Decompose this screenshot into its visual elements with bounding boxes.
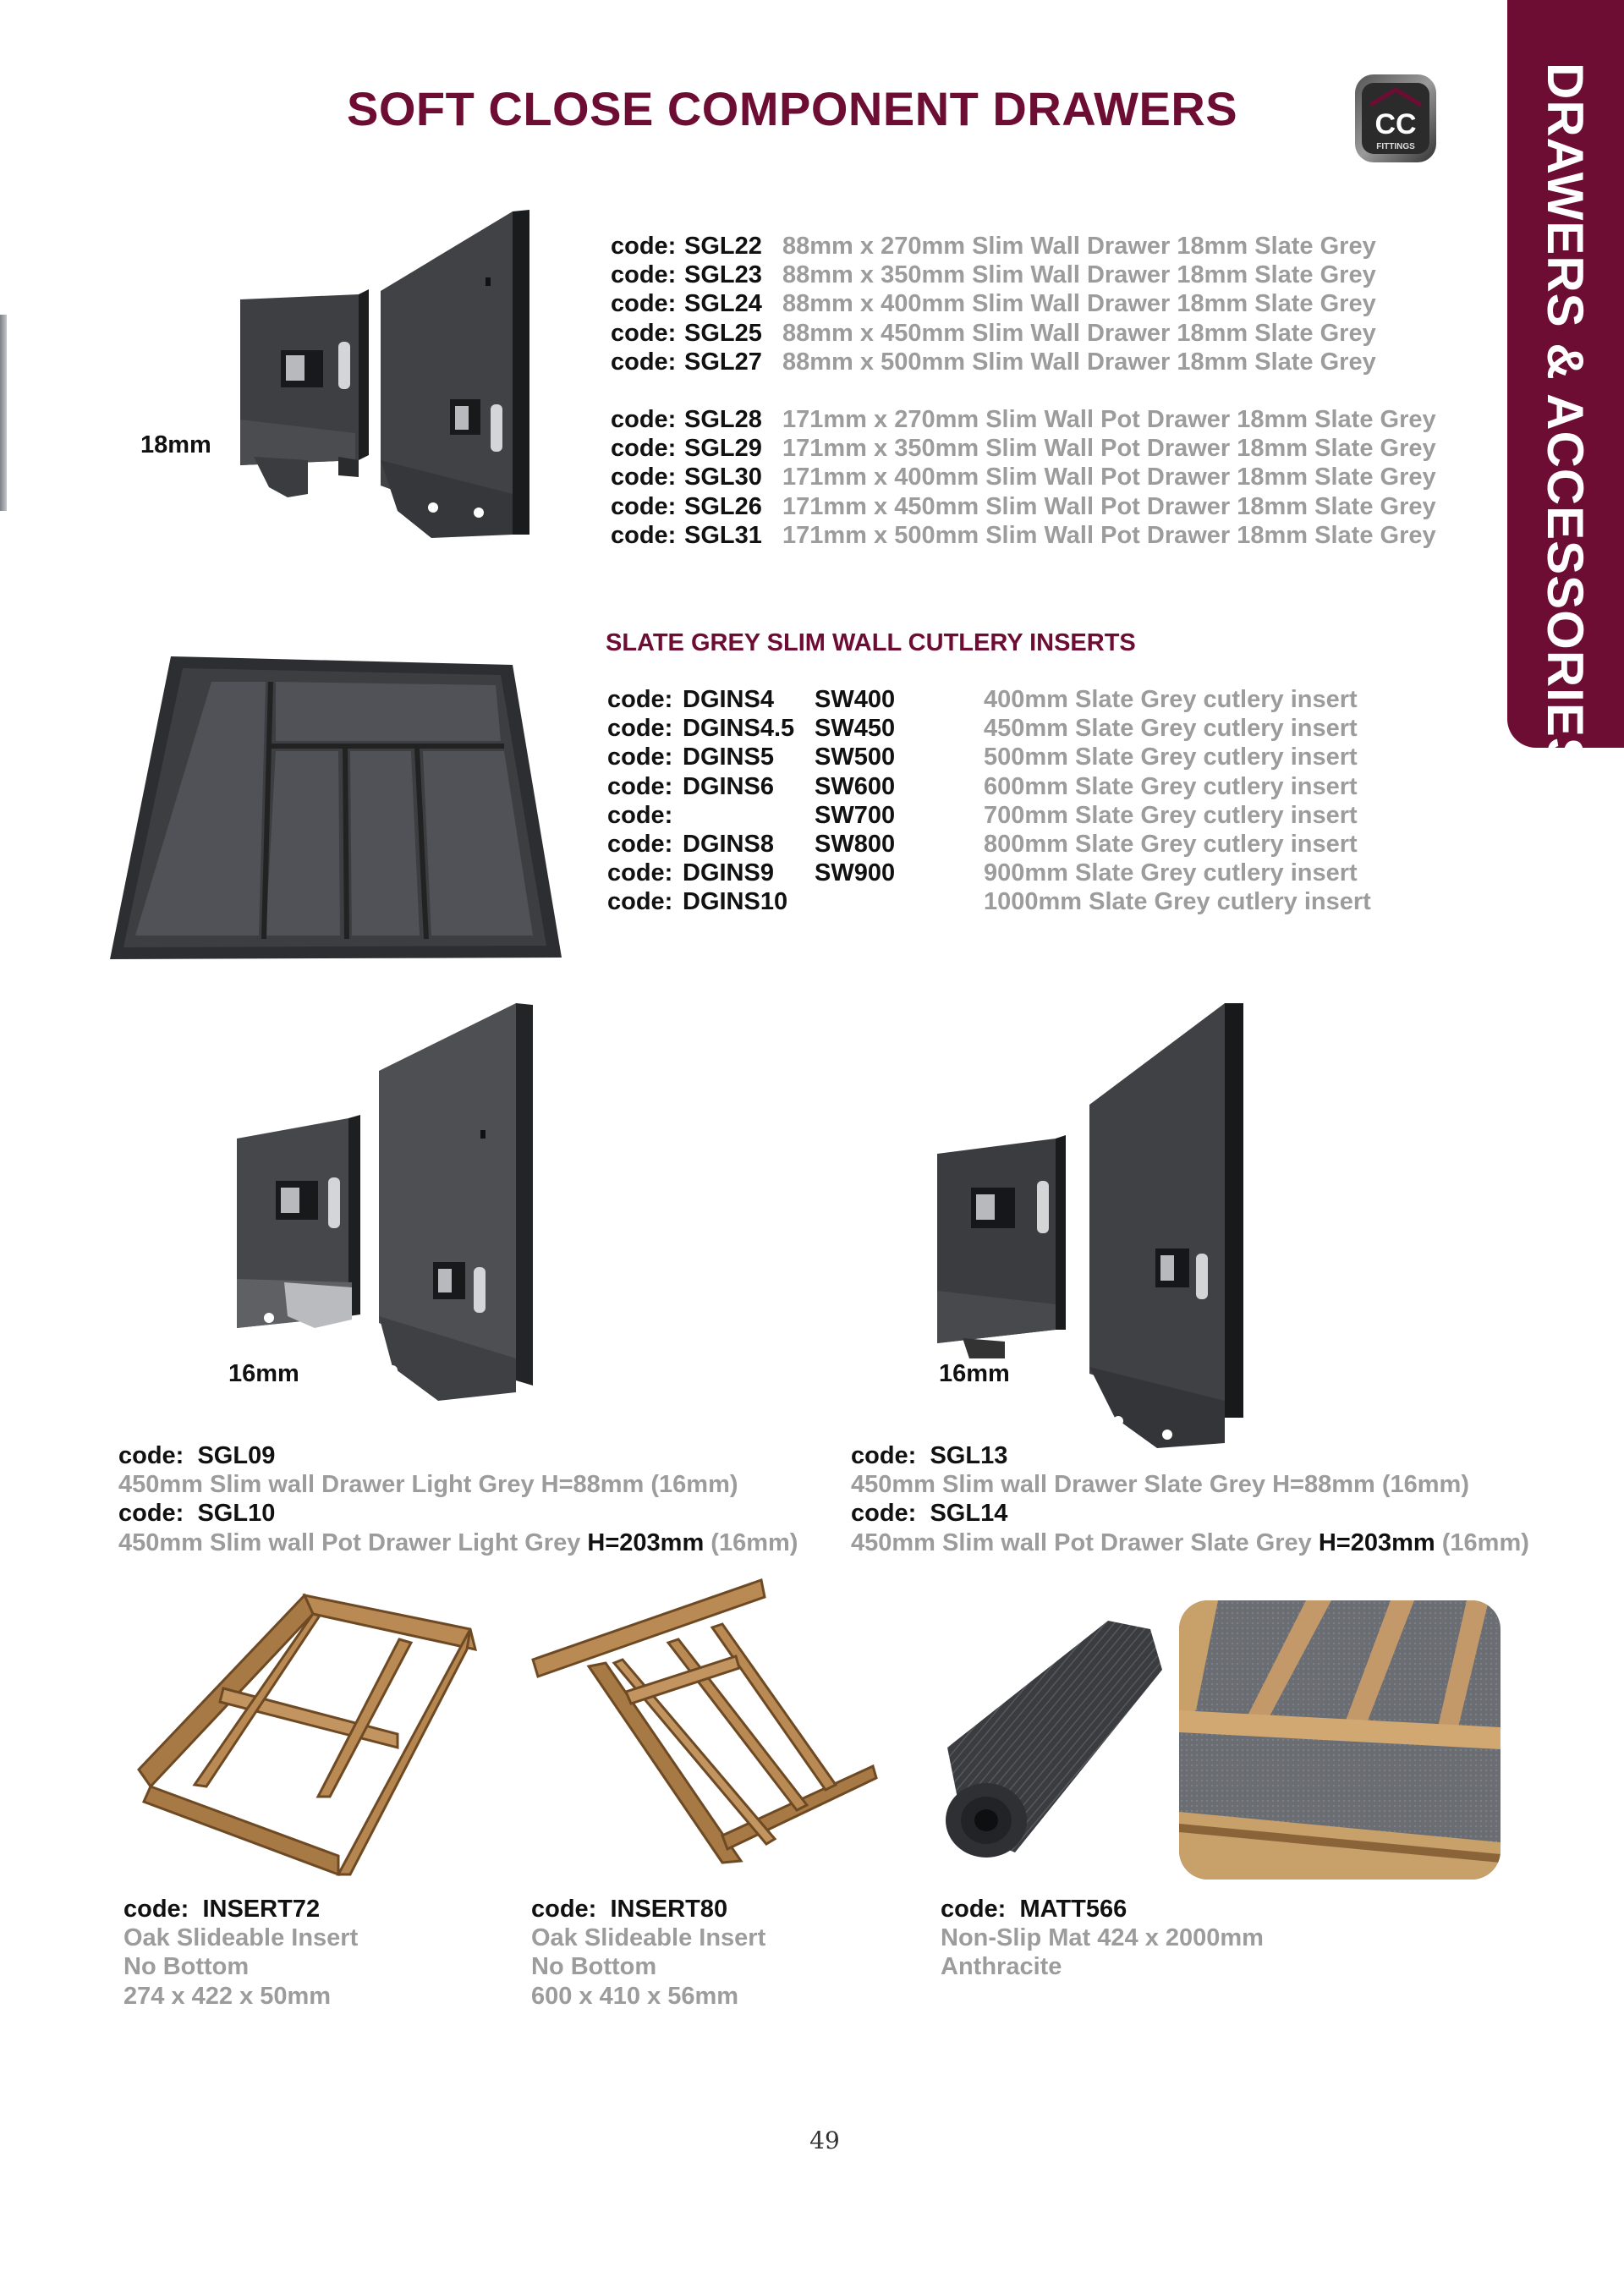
code-row: code: DGINS10 1000mm Slate Grey cutlery insert — [607, 888, 1371, 916]
cropped-image-edge — [0, 315, 7, 511]
code-row: code: SGL30 171mm x 400mm Slim Wall Pot Drawer 18mm Slate Grey — [611, 464, 1436, 491]
svg-text:FITTINGS: FITTINGS — [1376, 142, 1415, 151]
non-slip-mat-roll-image — [939, 1621, 1167, 1870]
size-label-16mm-light: 16mm — [228, 1360, 299, 1387]
cutlery-insert-codes — [607, 685, 1371, 917]
size-label-16mm-slate: 16mm — [939, 1360, 1010, 1387]
code-row: code: SGL23 88mm x 350mm Slim Wall Drawer 18mm Slate Grey — [611, 261, 1376, 289]
page-number: 49 — [809, 2127, 840, 2154]
code-row: code: SGL31 171mm x 500mm Slim Wall Pot Drawer 18mm Slate Grey — [611, 521, 1436, 549]
code-value: SGL09 — [197, 1442, 276, 1469]
code-row: code: SGL22 88mm x 270mm Slim Wall Drawer 18mm Slate Grey — [611, 233, 1376, 260]
oak-insert-72-image — [139, 1590, 477, 1891]
code-row: code: DGINS5 SW500 500mm Slate Grey cutlery insert — [607, 744, 1358, 771]
code-prefix: code: — [851, 1442, 917, 1469]
size-label-18mm: 18mm — [140, 431, 211, 458]
cutlery-inserts-heading: SLATE GREY SLIM WALL CUTLERY INSERTS — [606, 629, 1136, 656]
side-tab-label: DRAWERS & ACCESSORIES — [1537, 63, 1594, 772]
code-row: code: DGINS8 SW800 800mm Slate Grey cutlery insert — [607, 831, 1358, 859]
slim-wall-drawer-codes — [611, 232, 1436, 550]
code-row: code: SGL25 88mm x 450mm Slim Wall Drawer 18mm Slate Grey — [611, 319, 1376, 347]
code-row: code: SGL28 171mm x 270mm Slim Wall Pot Drawer 18mm Slate Grey — [611, 406, 1436, 434]
mat-in-drawer-photo — [1179, 1600, 1501, 1880]
svg-text:CC: CC — [1374, 108, 1417, 140]
code-value: SGL10 — [197, 1500, 276, 1528]
code-row: code: SGL24 88mm x 400mm Slim Wall Drawer 18mm Slate Grey — [611, 290, 1376, 318]
code-row: code: DGINS4 SW400 400mm Slate Grey cutlery insert — [607, 686, 1358, 713]
page-title: SOFT CLOSE COMPONENT DRAWERS — [347, 82, 1238, 135]
code-row: code: DGINS9 SW900 900mm Slate Grey cutlery insert — [607, 859, 1358, 887]
accessory-caption-insert80: code: INSERT80 Oak Slideable Insert No Bottom 600 x 410 x 56mm — [531, 1896, 766, 2010]
code-row: code: DGINS4.5 SW450 450mm Slate Grey cutlery insert — [607, 715, 1358, 743]
cc-fittings-logo — [1352, 71, 1440, 166]
code-row: code: SGL26 171mm x 450mm Slim Wall Pot Drawer 18mm Slate Grey — [611, 492, 1436, 520]
light-grey-codes: code: SGL09 450mm Slim wall Drawer Light Grey H=88mm (16mm) code: SGL10 450mm Slim wall Pot Drawer Light Grey H=203mm (16mm) — [118, 1442, 798, 1556]
code-description: 450mm Slim wall Drawer Slate Grey H=88mm (16mm) — [851, 1471, 1469, 1499]
accessory-caption-insert72: code: INSERT72 Oak Slideable Insert No Bottom 274 x 422 x 50mm — [123, 1896, 359, 2010]
code-row: code: SW700 700mm Slate Grey cutlery insert — [607, 801, 1358, 829]
oak-insert-80-image — [533, 1575, 880, 1875]
section-side-tab — [1507, 0, 1624, 772]
code-value: SGL14 — [930, 1500, 1008, 1528]
cutlery-insert-image — [110, 656, 567, 965]
code-row: code: DGINS6 SW600 600mm Slate Grey cutlery insert — [607, 772, 1358, 800]
code-prefix: code: — [851, 1500, 917, 1528]
accessory-caption-matt566: code: MATT566 Non-Slip Mat 424 x 2000mm Anthracite — [941, 1896, 1264, 1981]
code-row: code: SGL27 88mm x 500mm Slim Wall Drawer 18mm Slate Grey — [611, 348, 1376, 376]
code-value: SGL13 — [930, 1442, 1008, 1469]
code-description: 450mm Slim wall Drawer Light Grey H=88mm (16mm) — [118, 1471, 738, 1499]
code-row: code: SGL29 171mm x 350mm Slim Wall Pot Drawer 18mm Slate Grey — [611, 435, 1436, 463]
slate-grey-codes: code: SGL13 450mm Slim wall Drawer Slate Grey H=88mm (16mm) code: SGL14 450mm Slim wall Pot Drawer Slate Grey H=203mm (16mm) — [851, 1442, 1529, 1556]
slim-wall-drawer-18mm-image — [237, 206, 541, 549]
code-prefix: code: — [118, 1442, 184, 1469]
code-prefix: code: — [118, 1500, 184, 1528]
